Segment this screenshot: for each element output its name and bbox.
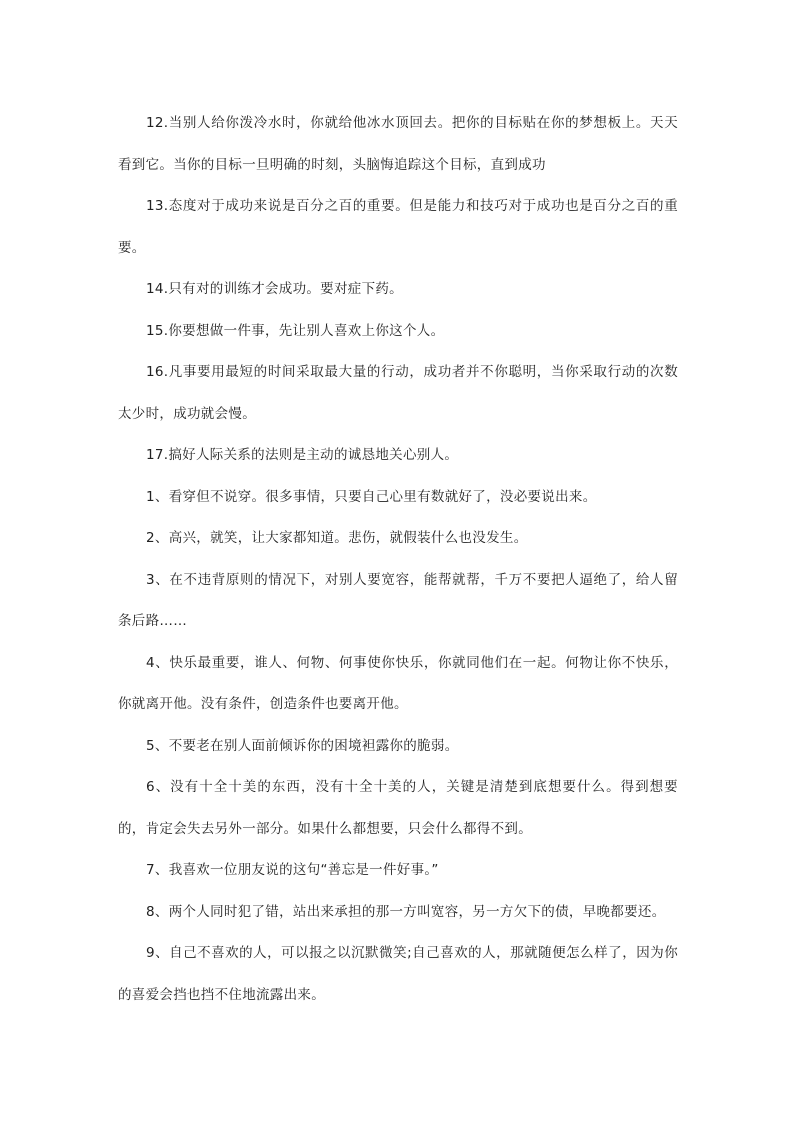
- document-body: [118, 103, 678, 1016]
- paragraph-3: 3、在不违背原则的情况下，对别人要宽容，能帮就帮，千万不要把人逼绝了，给人留条后路……: [118, 571, 678, 629]
- paragraph-4: 4、快乐最重要，谁人、何物、何事使你快乐，你就同他们在一起。何物让你不快乐，你就离开他。没有条件，创造条件也要离开他。: [118, 654, 678, 712]
- paragraph-12: 12.当别人给你泼冷水时，你就给他冰水顶回去。把你的目标贴在你的梦想板上。天天看到它。当你的目标一旦明确的时刻，头脑悔追踪这个目标，直到成功: [118, 115, 678, 173]
- paragraph-2: 2、高兴，就笑，让大家都知道。悲伤，就假装什么也没发生。: [146, 530, 528, 546]
- paragraph-6: 6、没有十全十美的东西，没有十全十美的人，关键是清楚到底想要什么。得到想要的，肯定会失去另外一部分。如果什么都想要，只会什么都得不到。: [118, 779, 678, 837]
- paragraph-8: 8、两个人同时犯了错，站出来承担的那一方叫宽容，另一方欠下的债，早晚都要还。: [146, 903, 666, 920]
- paragraph-15: 15.你要想做一件事，先让别人喜欢上你这个人。: [146, 322, 445, 339]
- paragraph-16: 16.凡事要用最短的时间采取最大量的行动，成功者并不你聪明，当你采取行动的次数太少时，成功就会慢。: [118, 364, 678, 422]
- paragraph-9: 9、自己不喜欢的人，可以报之以沉默微笑;自己喜欢的人，那就随便怎么样了，因为你的喜爱会挡也挡不住地流露出来。: [118, 945, 678, 1003]
- paragraph-5: 5、不要老在别人面前倾诉你的困境袒露你的脆弱。: [146, 737, 459, 754]
- paragraph-13: 13.态度对于成功来说是百分之百的重要。但是能力和技巧对于成功也是百分之百的重要。: [118, 198, 678, 256]
- paragraph-1: 1、看穿但不说穿。很多事情，只要自己心里有数就好了，没必要说出来。: [146, 488, 597, 505]
- paragraph-14: 14.只有对的训练才会成功。要对症下药。: [146, 281, 403, 297]
- paragraph-7: 7、我喜欢一位朋友说的这句“善忘是一件好事。”: [146, 862, 439, 878]
- paragraph-17: 17.搞好人际关系的法则是主动的诚恳地关心别人。: [146, 447, 459, 463]
